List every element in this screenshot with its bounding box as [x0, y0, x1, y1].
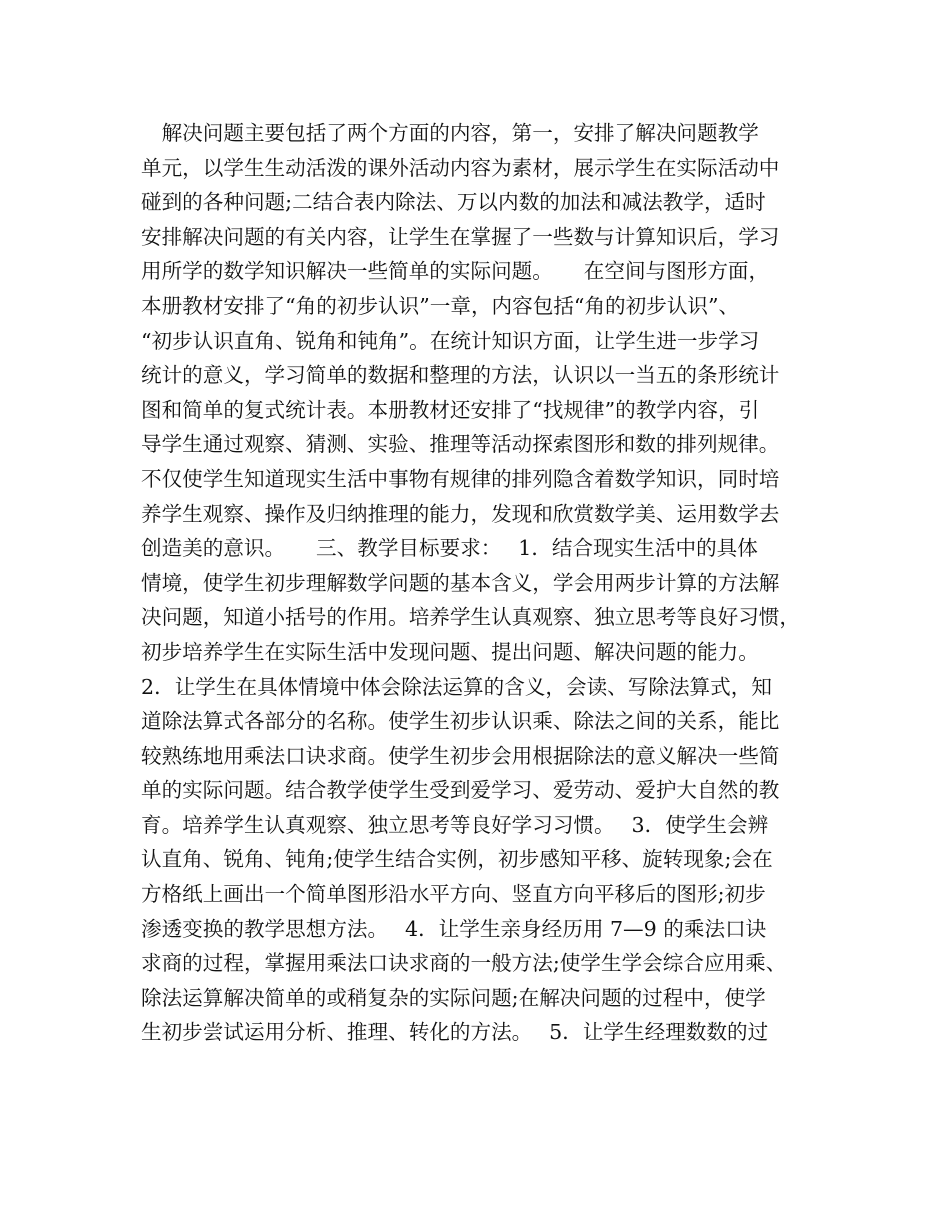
text-line: 本册教材安排了“角的初步认识”一章，内容包括“角的初步认识”、: [141, 293, 740, 318]
text-line: 单元，以学生生动活泼的课外活动内容为素材，展示学生在实际活动中: [141, 155, 780, 180]
text-line: 除法运算解决简单的或稍复杂的实际问题;在解决问题的过程中，使学: [141, 985, 766, 1010]
text-line: 图和简单的复式统计表。本册教材还安排了“找规律”的教学内容，引: [141, 397, 760, 422]
text-line: 道除法算式各部分的名称。使学生初步认识乘、除法之间的关系，能比: [141, 709, 780, 734]
text-line: 求商的过程，掌握用乘法口诀求商的一般方法;使学生学会综合应用乘、: [141, 951, 787, 976]
text-line: 解决问题主要包括了两个方面的内容，第一，安排了解决问题教学: [141, 121, 759, 145]
text-line: 单的实际问题。结合教学使学生受到爱学习、爱劳动、爱护大自然的教: [141, 778, 780, 803]
text-line: 2．让学生在具体情境中体会除法运算的含义，会读、写除法算式，知: [141, 674, 772, 699]
text-line: 养学生观察、操作及归纳推理的能力，发现和欣赏数学美、运用数学去: [141, 501, 780, 526]
text-line: 方格纸上画出一个简单图形沿水平方向、竖直方向平移后的图形;初步: [141, 882, 766, 907]
text-line: 渗透变换的教学思想方法。 4．让学生亲身经历用 7—9 的乘法口诀: [141, 916, 767, 941]
text-line: “初步认识直角、锐角和钝角”。在统计知识方面，让学生进一步学习: [141, 328, 760, 353]
text-line: 决问题，知道小括号的作用。培养学生认真观察、独立思考等良好习惯，: [141, 605, 800, 630]
text-line: 较熟练地用乘法口诀求商。使学生初步会用根据除法的意义解决一些简: [141, 743, 780, 768]
text-line: 不仅使学生知道现实生活中事物有规律的排列隐含着数学知识，同时培: [141, 466, 780, 491]
text-line: 认直角、锐角、钝角;使学生结合实例，初步感知平移、旋转现象;会在: [141, 847, 773, 872]
text-line: 生初步尝试运用分析、推理、转化的方法。 5．让学生经理数数的过: [141, 1020, 769, 1045]
text-line: 育。培养学生认真观察、独立思考等良好学习习惯。 3．使学生会辨: [141, 812, 769, 837]
text-line: 用所学的数学知识解决一些简单的实际问题。 在空间与图形方面，: [141, 259, 770, 284]
body-text: [141, 116, 821, 1050]
text-line: 情境，使学生初步理解数学问题的基本含义，学会用两步计算的方法解: [141, 570, 780, 595]
text-line: 统计的意义，学习简单的数据和整理的方法，认识以一当五的条形统计: [141, 363, 780, 388]
text-line: 初步培养学生在实际生活中发现问题、提出问题、解决问题的能力。: [141, 639, 759, 664]
text-line: 创造美的意识。 三、教学目标要求： 1．结合现实生活中的具体: [141, 536, 758, 561]
text-line: 碰到的各种问题;二结合表内除法、万以内数的加法和减法教学，适时: [141, 190, 766, 215]
text-line: 导学生通过观察、猜测、实验、推理等活动探索图形和数的排列规律。: [141, 432, 780, 457]
text-line: 安排解决问题的有关内容，让学生在掌握了一些数与计算知识后，学习: [141, 224, 780, 249]
